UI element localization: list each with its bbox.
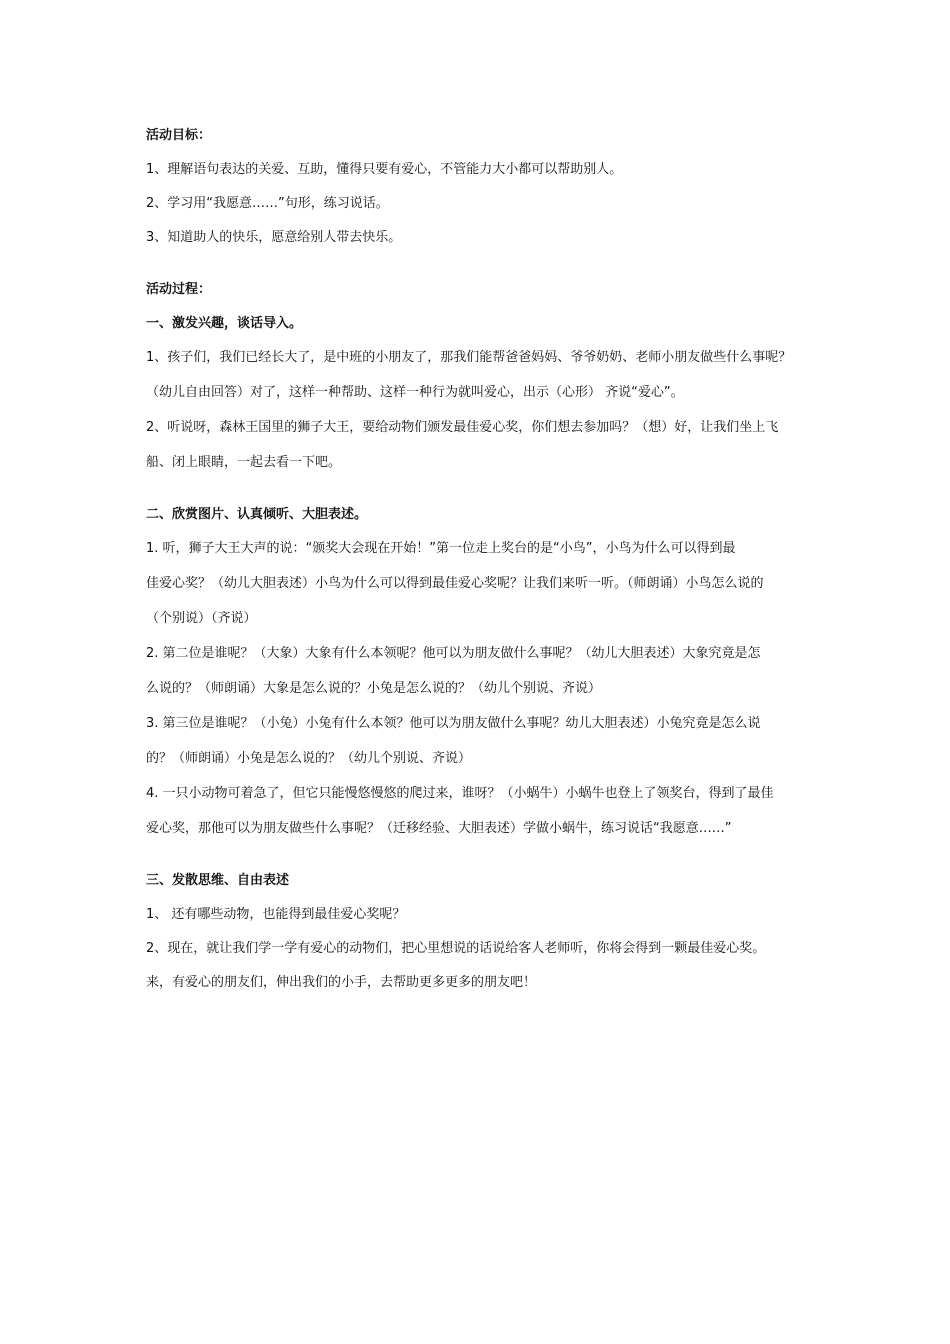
section-2-line: 爱心奖，那他可以为朋友做些什么事呢？（迁移经验、大胆表述）学做小蜗牛，练习说话“我愿意……” — [146, 821, 732, 836]
section-2-line: 3. 第三位是谁呢？（小兔）小兔有什么本领？他可以为朋友做什么事呢？幼儿大胆表述）小兔究竟是怎么说 — [146, 716, 761, 731]
goal-item: 1、理解语句表达的关爱、互助，懂得只要有爱心，不管能力大小都可以帮助别人。 — [146, 162, 623, 177]
section-1-title: 一、激发兴趣，谈话导入。 — [146, 316, 303, 331]
document-page — [146, 127, 826, 992]
section-2-line: 4. 一只小动物可着急了，但它只能慢悠慢悠的爬过来，谁呀？（小蜗牛）小蜗牛也登上了领奖台，得到了最佳 — [146, 786, 774, 801]
section-3-line: 1、 还有哪些动物，也能得到最佳爱心奖呢？ — [146, 907, 406, 922]
section-2-line: （个别说）（齐说） — [146, 611, 257, 626]
section-2-line: 佳爱心奖？（幼儿大胆表述）小鸟为什么可以得到最佳爱心奖呢？让我们来听一听。（师朗诵）小鸟怎么说的 — [146, 576, 764, 591]
section-1-line: 1、孩子们，我们已经长大了，是中班的小朋友了，那我们能帮爸爸妈妈、爷爷奶奶、老师小朋友做些什么事呢？ — [146, 350, 792, 365]
process-heading: 活动过程： — [146, 282, 212, 297]
section-2-title: 二、欣赏图片、认真倾听、大胆表述。 — [146, 507, 368, 522]
section-2-line: 的？（师朗诵）小兔是怎么说的？（幼儿个别说、齐说） — [146, 751, 472, 766]
section-1-line: （幼儿自由回答）对了，这样一种帮助、这样一种行为就叫爱心，出示（心形） 齐说“爱心”。 — [146, 385, 684, 400]
section-3-line: 2、现在，就让我们学一学有爱心的动物们，把心里想说的话说给客人老师听，你将会得到一颗最佳爱心奖。 — [146, 941, 766, 956]
section-3-line: 来，有爱心的朋友们，伸出我们的小手，去帮助更多更多的朋友吧！ — [146, 975, 537, 990]
goals-heading: 活动目标： — [146, 128, 212, 143]
section-1-line: 船、闭上眼睛，一起去看一下吧。 — [146, 455, 342, 470]
goal-item: 2、学习用“我愿意……”句形，练习说话。 — [146, 196, 389, 211]
section-2-line: 2. 第二位是谁呢？（大象）大象有什么本领呢？他可以为朋友做什么事呢？（幼儿大胆表述）大象究竟是怎 — [146, 646, 761, 661]
section-1-line: 2、听说呀，森林王国里的狮子大王，要给动物们颁发最佳爱心奖，你们想去参加吗？（想）好，让我们坐上飞 — [146, 420, 779, 435]
section-2-line: 么说的？（师朗诵）大象是怎么说的？小兔是怎么说的？（幼儿个别说、齐说） — [146, 681, 602, 696]
section-3-title: 三、发散思维、自由表述 — [146, 873, 290, 888]
section-2-line: 1. 听，狮子大王大声的说：“颁奖大会现在开始！”第一位走上奖台的是“小鸟”，小鸟为什么可以得到最 — [146, 541, 736, 556]
goal-item: 3、知道助人的快乐，愿意给别人带去快乐。 — [146, 230, 402, 245]
